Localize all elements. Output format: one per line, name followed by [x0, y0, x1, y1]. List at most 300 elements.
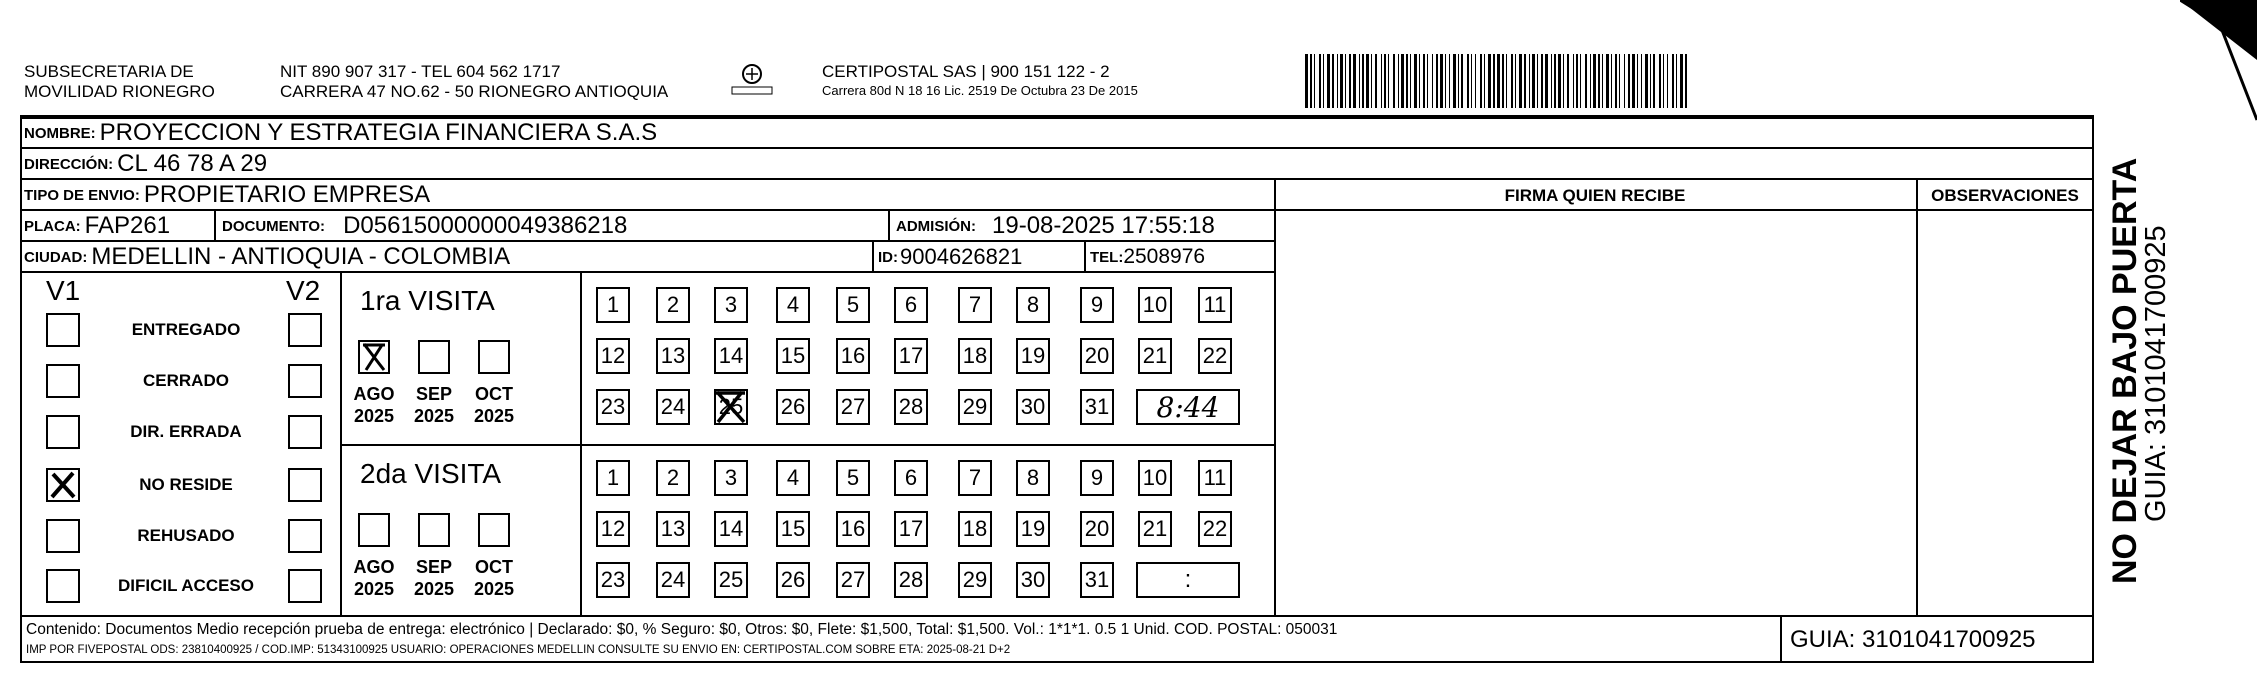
day-box[interactable] — [1198, 338, 1232, 374]
barcode-bar — [1619, 54, 1620, 108]
month-checkbox[interactable] — [418, 340, 450, 374]
v1-checkbox[interactable] — [46, 569, 80, 603]
footer-imp: IMP POR FIVEPOSTAL ODS: 23810400925 / COD.IMP: 51343100925 USUARIO: OPERACIONES MEDELLIN CONSULTE SU ENVIO EN: CERTIPOSTAL.COM SOBRE ETA: 2025-08-21 D+2 — [26, 644, 1011, 656]
barcode-bar — [1602, 54, 1603, 108]
day-box[interactable] — [1198, 460, 1232, 496]
month-checkbox[interactable] — [358, 340, 390, 374]
month-checkbox[interactable] — [478, 340, 510, 374]
status-label: DIFICIL ACCESO — [117, 576, 254, 595]
day-box[interactable] — [1080, 460, 1114, 496]
check-mark-icon — [48, 470, 78, 500]
day-box[interactable] — [958, 460, 992, 496]
row-divider — [20, 147, 2094, 149]
day-box[interactable] — [836, 562, 870, 598]
barcode-bar — [1554, 54, 1556, 108]
day-number: 2 — [666, 292, 680, 317]
day-box[interactable] — [1016, 511, 1050, 547]
frame-left — [20, 115, 22, 663]
firma-label: FIRMA QUIEN RECIBE — [1504, 186, 1686, 205]
day-box[interactable] — [1080, 338, 1114, 374]
barcode-bar — [1484, 54, 1485, 108]
day-box[interactable] — [836, 338, 870, 374]
v2-checkbox[interactable] — [288, 468, 322, 502]
time-value: 8:44 — [1156, 390, 1220, 424]
barcode-bar — [1563, 54, 1564, 108]
barcode-bar — [1359, 54, 1360, 108]
v1-checkbox[interactable] — [46, 313, 80, 347]
day-box[interactable] — [1080, 562, 1114, 598]
month-label — [406, 383, 462, 427]
status-label: REHUSADO — [137, 526, 235, 545]
day-box[interactable] — [1138, 287, 1172, 323]
barcode-bar — [1606, 54, 1609, 108]
month-checkbox[interactable] — [418, 513, 450, 547]
v2-checkbox[interactable] — [288, 569, 322, 603]
v2-checkbox[interactable] — [288, 415, 322, 449]
day-number: 10 — [1142, 465, 1168, 490]
admision-label: ADMISIÓN: — [896, 217, 976, 235]
day-number: 19 — [1020, 343, 1046, 368]
barcode-bar — [1319, 54, 1321, 108]
footer-guia: GUIA: 3101041700925 — [1790, 626, 2036, 653]
barcode-bar — [1650, 54, 1651, 108]
barcode-bar — [1585, 54, 1587, 108]
observaciones-header — [1918, 183, 2092, 209]
observaciones-label: OBSERVACIONES — [1931, 186, 2079, 205]
day-number: 25 — [718, 394, 744, 419]
month-year: 2025 — [353, 406, 395, 426]
barcode-bar — [1590, 54, 1591, 108]
carrier-info — [822, 62, 1138, 100]
day-box[interactable] — [1198, 287, 1232, 323]
day-box[interactable] — [776, 460, 810, 496]
day-box[interactable] — [656, 460, 690, 496]
org-address: CARRERA 47 NO.62 - 50 RIONEGRO ANTIOQUIA — [280, 82, 669, 101]
day-number: 13 — [660, 516, 686, 541]
side-guia: GUIA: 3101041700925 — [2140, 225, 2172, 522]
month-label — [406, 556, 462, 600]
barcode-bar — [1663, 54, 1664, 108]
day-check-mark-icon — [714, 389, 748, 425]
barcode-bar — [1659, 54, 1661, 108]
month-name: AGO — [353, 557, 395, 577]
day-number: 2 — [666, 465, 680, 490]
day-number: 11 — [1203, 292, 1227, 317]
barcode-bar — [1611, 54, 1612, 108]
day-box[interactable] — [836, 287, 870, 323]
barcode-bar — [1541, 54, 1543, 108]
barcode-bar — [1628, 54, 1630, 108]
nombre-value: PROYECCION Y ESTRATEGIA FINANCIERA S.A.S — [99, 119, 658, 146]
day-box[interactable] — [596, 389, 630, 425]
day-number: 15 — [780, 516, 806, 541]
day-box[interactable] — [1138, 338, 1172, 374]
day-box[interactable] — [776, 511, 810, 547]
day-box[interactable] — [836, 460, 870, 496]
v2-checkbox[interactable] — [288, 519, 322, 553]
barcode-bar — [1532, 54, 1535, 108]
barcode-bar — [1305, 54, 1308, 108]
status-label: ENTREGADO — [131, 320, 241, 339]
firma-header — [1275, 183, 1915, 209]
day-number: 20 — [1084, 343, 1110, 368]
documento-label: DOCUMENTO: — [222, 217, 326, 235]
carrier-line-2: Carrera 80d N 18 16 Lic. 2519 De Octubra 23 De 2015 — [822, 83, 1138, 98]
month-checkbox[interactable] — [358, 513, 390, 547]
day-number: 27 — [840, 567, 866, 592]
barcode-bar — [1410, 54, 1411, 108]
barcode-bar — [1314, 54, 1315, 108]
observaciones-area[interactable] — [1918, 211, 2092, 617]
day-number: 19 — [1020, 516, 1046, 541]
barcode-bar — [1310, 54, 1312, 108]
day-box[interactable] — [894, 389, 928, 425]
v1-checkbox[interactable] — [46, 468, 80, 502]
day-box[interactable] — [714, 511, 748, 547]
month-name: OCT — [475, 384, 513, 404]
barcode-bar — [1436, 54, 1438, 108]
barcode-bar — [1529, 54, 1530, 108]
day-number: 26 — [780, 567, 806, 592]
day-box[interactable] — [1016, 338, 1050, 374]
time-value: : — [1184, 566, 1192, 593]
day-box[interactable] — [776, 338, 810, 374]
v1-checkbox[interactable] — [46, 519, 80, 553]
barcode-bar — [1676, 54, 1677, 108]
day-number: 6 — [904, 292, 918, 317]
month-label — [466, 556, 522, 600]
v2-label: V2 — [286, 275, 321, 306]
barcode-bar — [1327, 54, 1330, 108]
day-number: 14 — [718, 343, 744, 368]
day-box[interactable] — [1016, 460, 1050, 496]
tipo-row — [24, 181, 430, 209]
v1-checkbox[interactable] — [46, 415, 80, 449]
day-number: 6 — [904, 465, 918, 490]
day-box[interactable] — [776, 287, 810, 323]
barcode-bar — [1340, 54, 1343, 108]
day-number: 30 — [1020, 394, 1046, 419]
barcode-bar — [1401, 54, 1404, 108]
day-box[interactable] — [1080, 511, 1114, 547]
id-row — [878, 243, 1022, 271]
barcode-bar — [1449, 54, 1450, 108]
row-divider — [20, 271, 1276, 273]
direccion-value: CL 46 78 A 29 — [117, 150, 268, 177]
day-box[interactable] — [776, 562, 810, 598]
org-line-2: MOVILIDAD RIONEGRO — [24, 82, 215, 101]
day-box[interactable] — [958, 511, 992, 547]
barcode-bar — [1381, 54, 1382, 108]
tel-value: 2508976 — [1123, 245, 1206, 268]
day-box[interactable] — [714, 287, 748, 323]
barcode-bar — [1371, 54, 1372, 108]
firma-area[interactable] — [1276, 211, 1916, 617]
day-number: 23 — [600, 567, 626, 592]
barcode-bar — [1461, 54, 1463, 108]
month-divider — [580, 271, 582, 617]
tipo-value: PROPIETARIO EMPRESA — [143, 181, 431, 208]
id-label: ID: — [878, 248, 898, 266]
visit-title: 2da VISITA — [360, 458, 502, 489]
admision-row — [896, 212, 1215, 240]
barcode-bar — [1551, 54, 1552, 108]
day-number: 8 — [1026, 292, 1040, 317]
barcode-bar — [1332, 54, 1334, 108]
barcode-bar — [1502, 54, 1504, 108]
day-box[interactable] — [894, 287, 928, 323]
day-number: 5 — [846, 292, 860, 317]
month-year: 2025 — [473, 579, 515, 599]
row-divider — [20, 240, 1276, 242]
barcode-bar — [1497, 54, 1500, 108]
barcode-bar — [1593, 54, 1596, 108]
day-box[interactable] — [1198, 511, 1232, 547]
day-number: 13 — [660, 343, 686, 368]
day-number: 15 — [780, 343, 806, 368]
barcode-bar — [1567, 54, 1569, 108]
visit-title: 1ra VISITA — [360, 285, 495, 316]
day-number: 7 — [968, 292, 982, 317]
time-box[interactable] — [1136, 562, 1240, 598]
barcode-bar — [1641, 54, 1642, 108]
barcode-bar — [1349, 54, 1351, 108]
month-checkbox[interactable] — [478, 513, 510, 547]
org-nit: NIT 890 907 317 - TEL 604 562 1717 — [280, 62, 561, 81]
day-box[interactable] — [596, 338, 630, 374]
barcode-bar — [1467, 54, 1469, 108]
day-number: 31 — [1084, 567, 1110, 592]
placa-value: FAP261 — [84, 212, 171, 239]
day-number: 31 — [1084, 394, 1110, 419]
day-number: 7 — [968, 465, 982, 490]
direccion-row — [24, 150, 267, 178]
placa-label: PLACA: — [24, 217, 81, 235]
day-number: 22 — [1202, 343, 1228, 368]
day-number: 26 — [780, 394, 806, 419]
day-number: 3 — [724, 465, 738, 490]
ciudad-value: MEDELLIN - ANTIOQUIA - COLOMBIA — [91, 243, 511, 270]
day-number: 18 — [962, 516, 988, 541]
cell-divider — [1084, 240, 1086, 271]
day-number: 4 — [786, 465, 800, 490]
day-number: 14 — [718, 516, 744, 541]
barcode-bar — [1406, 54, 1408, 108]
tel-label: TEL: — [1090, 248, 1124, 266]
month-year: 2025 — [353, 579, 395, 599]
month-name: SEP — [415, 384, 453, 404]
day-box[interactable] — [1080, 389, 1114, 425]
barcode-bar — [1524, 54, 1526, 108]
barcode-bar — [1345, 54, 1346, 108]
day-box[interactable] — [958, 562, 992, 598]
barcode-bar — [1453, 54, 1456, 108]
page-edge — [2180, 0, 2257, 693]
barcode-bar — [1488, 54, 1491, 108]
day-number: 21 — [1142, 516, 1168, 541]
day-number: 5 — [846, 465, 860, 490]
barcode-bar — [1537, 54, 1538, 108]
barcode-bar — [1440, 54, 1443, 108]
day-box[interactable] — [596, 460, 630, 496]
barcode-bar — [1637, 54, 1638, 108]
frame-right — [2092, 115, 2094, 663]
day-box[interactable] — [1016, 287, 1050, 323]
v2-checkbox[interactable] — [288, 313, 322, 347]
cell-divider — [872, 240, 874, 271]
status-label: CERRADO — [143, 371, 229, 390]
day-box[interactable] — [714, 460, 748, 496]
barcode-bar — [1353, 54, 1356, 108]
month-year: 2025 — [473, 406, 515, 426]
barcode-bar — [1576, 54, 1578, 108]
org-line-1: SUBSECRETARIA DE — [24, 62, 194, 81]
day-number: 23 — [600, 394, 626, 419]
barcode-bar — [1598, 54, 1600, 108]
barcode-bar — [1632, 54, 1635, 108]
day-number: 29 — [962, 394, 988, 419]
day-box[interactable] — [656, 511, 690, 547]
day-box[interactable] — [894, 511, 928, 547]
barcode-bar — [1672, 54, 1674, 108]
barcode-bar — [1375, 54, 1377, 108]
month-year: 2025 — [413, 406, 455, 426]
day-box[interactable] — [656, 389, 690, 425]
barcode-bar — [1432, 54, 1433, 108]
barcode-bar — [1337, 54, 1338, 108]
tipo-label: TIPO DE ENVIO: — [24, 186, 140, 204]
day-box[interactable] — [958, 338, 992, 374]
barcode-bar — [1366, 54, 1369, 108]
barcode-bar — [1480, 54, 1482, 108]
day-number: 10 — [1142, 292, 1168, 317]
day-box[interactable] — [1080, 287, 1114, 323]
carrier-logo-icon — [730, 60, 774, 100]
day-box[interactable] — [958, 389, 992, 425]
day-number: 27 — [840, 394, 866, 419]
cell-divider — [214, 209, 216, 240]
ciudad-label: CIUDAD: — [24, 248, 88, 266]
day-box[interactable] — [656, 287, 690, 323]
check-mark-icon — [360, 342, 388, 372]
day-box[interactable] — [958, 287, 992, 323]
v2-checkbox[interactable] — [288, 364, 322, 398]
day-box[interactable] — [714, 338, 748, 374]
day-box[interactable] — [894, 338, 928, 374]
v1-checkbox[interactable] — [46, 364, 80, 398]
barcode-bar — [1445, 54, 1446, 108]
id-value: 9004626821 — [900, 244, 1023, 269]
day-box[interactable] — [836, 389, 870, 425]
day-box[interactable] — [894, 460, 928, 496]
day-box[interactable] — [656, 562, 690, 598]
direccion-label: DIRECCIÓN: — [24, 155, 114, 173]
carrier-line-1: CERTIPOSTAL SAS | 900 151 122 - 2 — [822, 62, 1110, 81]
time-box[interactable] — [1136, 389, 1240, 425]
day-box[interactable] — [596, 511, 630, 547]
barcode-bar — [1458, 54, 1459, 108]
day-number: 29 — [962, 567, 988, 592]
status-label: DIR. ERRADA — [130, 422, 242, 441]
barcode-bar — [1323, 54, 1324, 108]
barcode-bar — [1580, 54, 1581, 108]
frame-bottom — [20, 661, 2094, 663]
month-year: 2025 — [413, 579, 455, 599]
day-box[interactable] — [1138, 460, 1172, 496]
placa-row — [24, 212, 170, 240]
org-name — [24, 62, 215, 102]
barcode-bar — [1398, 54, 1399, 108]
barcode-bar — [1545, 54, 1548, 108]
day-box[interactable] — [596, 562, 630, 598]
barcode — [1305, 54, 1688, 108]
nombre-label: NOMBRE: — [24, 124, 96, 142]
day-box[interactable] — [776, 389, 810, 425]
guia-divider — [1780, 615, 1782, 663]
barcode-bar — [1393, 54, 1395, 108]
barcode-bar — [1615, 54, 1617, 108]
day-number: 8 — [1026, 465, 1040, 490]
barcode-bar — [1419, 54, 1420, 108]
tel-row — [1090, 243, 1205, 271]
day-number: 20 — [1084, 516, 1110, 541]
day-number: 25 — [718, 567, 744, 592]
day-box[interactable] — [1016, 389, 1050, 425]
day-number: 22 — [1202, 516, 1228, 541]
day-box[interactable] — [596, 287, 630, 323]
barcode-bar — [1414, 54, 1417, 108]
barcode-bar — [1680, 54, 1683, 108]
status-label: NO RESIDE — [139, 475, 233, 494]
day-number: 16 — [840, 516, 866, 541]
footer-contenido: Contenido: Documentos Medio recepción prueba de entrega: electrónico | Declarado: $0, % Seguro: $0, Otros: $0, Flete: $1,500, Total: $1,500. Vol.: 1*1*1. 0.5 1 Unid. COD. POSTAL: 050031 — [26, 621, 1338, 638]
barcode-bar — [1388, 54, 1389, 108]
visit-divider — [340, 444, 1276, 446]
barcode-bar — [1423, 54, 1425, 108]
day-box[interactable] — [1138, 511, 1172, 547]
barcode-bar — [1475, 54, 1476, 108]
month-label — [346, 556, 402, 600]
month-label — [466, 383, 522, 427]
row-divider — [20, 178, 2094, 180]
day-number: 24 — [660, 567, 686, 592]
v1-label: V1 — [46, 275, 81, 306]
side-notice: NO DEJAR BAJO PUERTA — [2106, 157, 2144, 584]
day-box[interactable] — [714, 389, 748, 425]
documento-value: D05615000000049386218 — [343, 212, 628, 239]
day-box[interactable] — [656, 338, 690, 374]
day-number: 4 — [786, 292, 800, 317]
day-number: 17 — [898, 516, 924, 541]
barcode-bar — [1558, 54, 1561, 108]
nombre-row — [24, 119, 657, 147]
day-box[interactable] — [1016, 562, 1050, 598]
day-number: 21 — [1142, 343, 1168, 368]
day-number: 28 — [898, 567, 924, 592]
month-name: OCT — [475, 557, 513, 577]
day-number: 9 — [1090, 292, 1104, 317]
day-box[interactable] — [836, 511, 870, 547]
barcode-bar — [1493, 54, 1495, 108]
day-number: 1 — [606, 292, 620, 317]
barcode-bar — [1506, 54, 1507, 108]
day-box[interactable] — [714, 562, 748, 598]
day-box[interactable] — [894, 562, 928, 598]
day-number: 28 — [898, 394, 924, 419]
barcode-bar — [1573, 54, 1574, 108]
barcode-bar — [1384, 54, 1386, 108]
day-number: 16 — [840, 343, 866, 368]
